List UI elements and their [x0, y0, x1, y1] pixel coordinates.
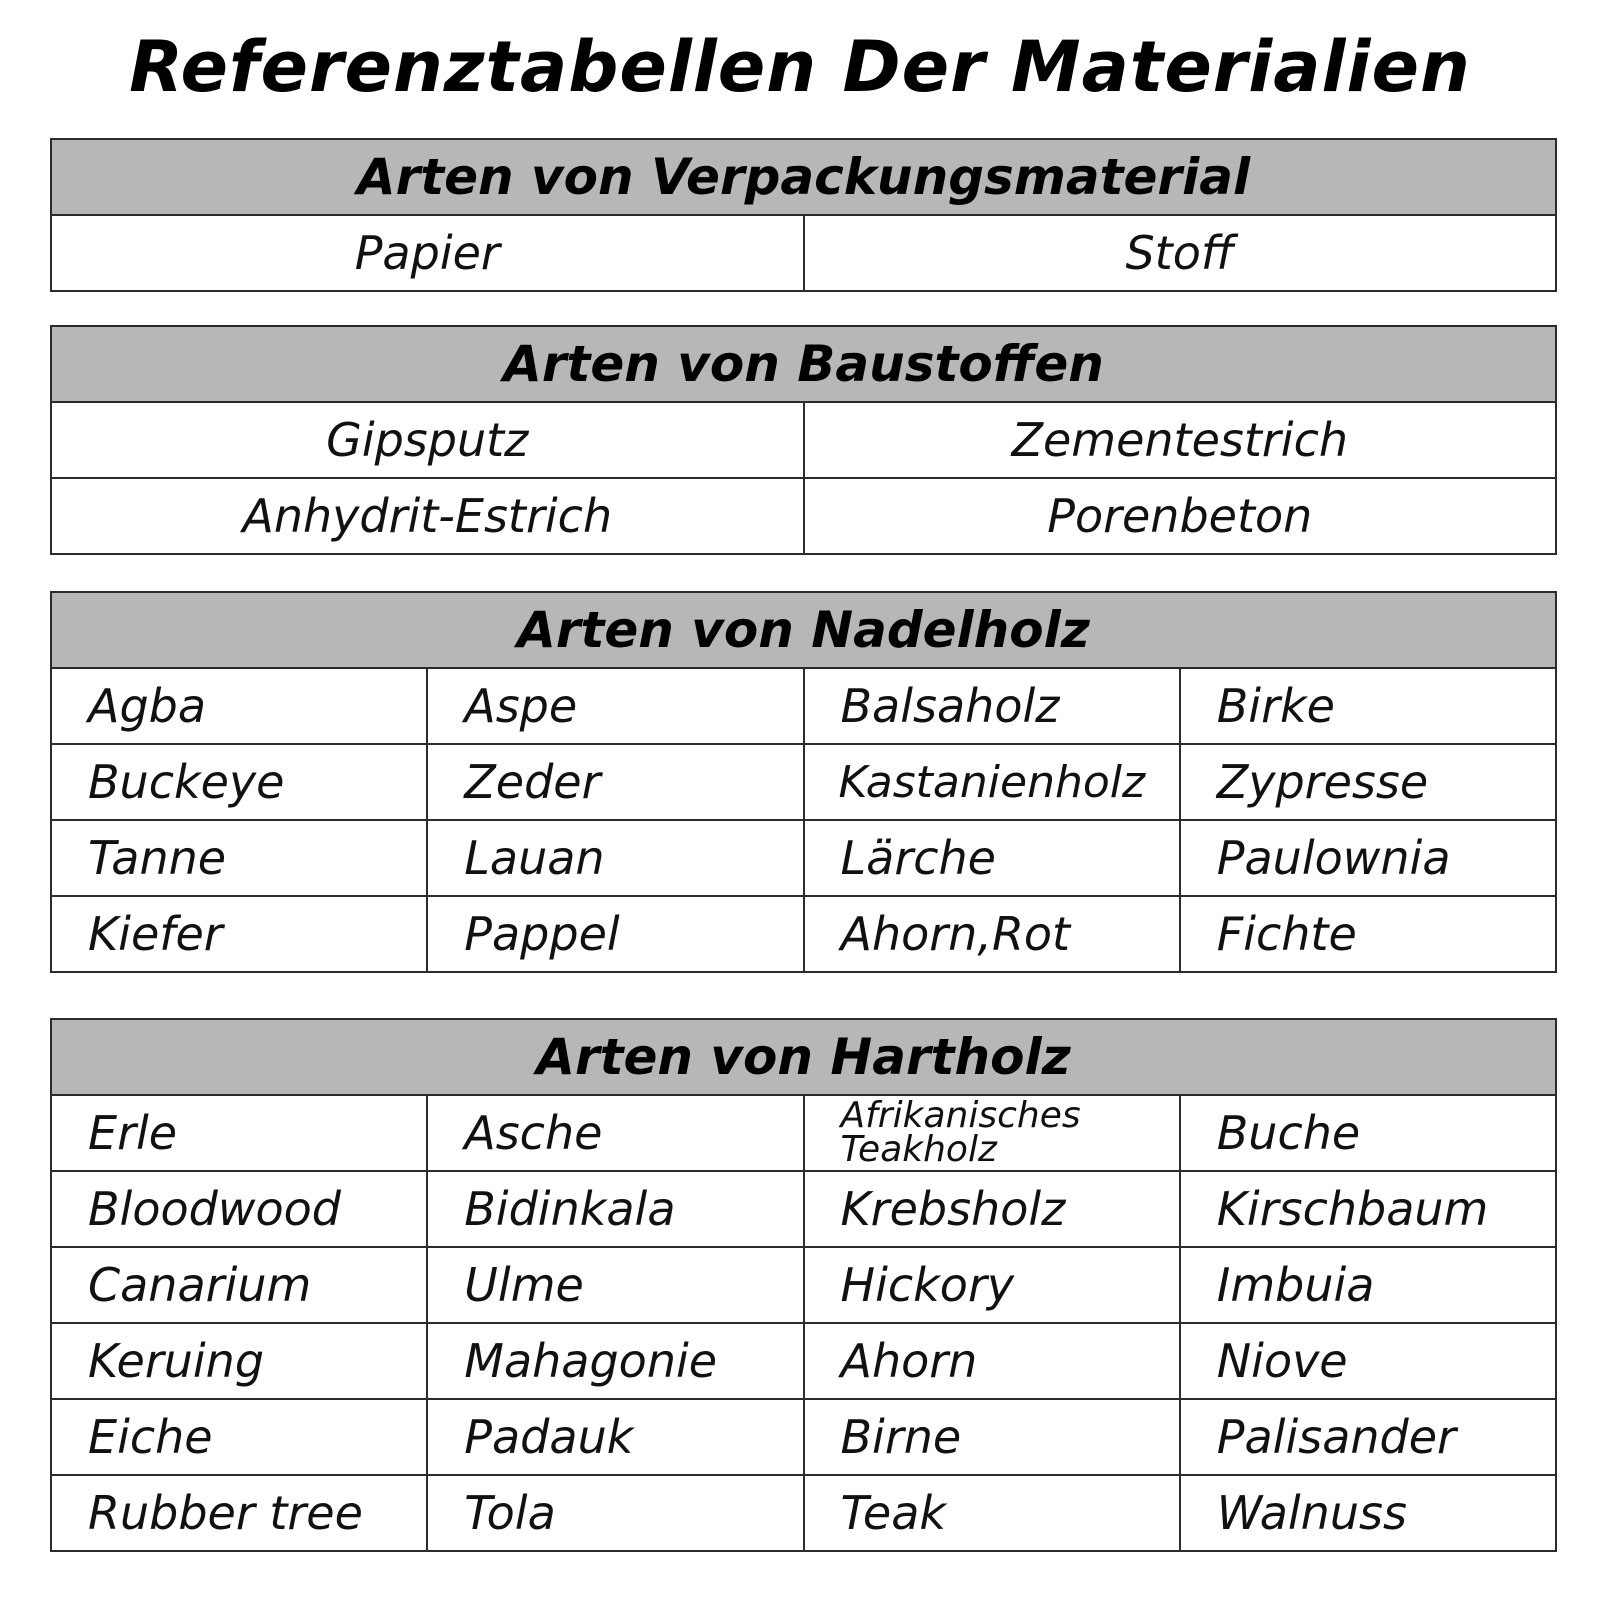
table-cell: Imbuia	[1180, 1247, 1556, 1323]
table-cell: Buche	[1180, 1095, 1556, 1171]
table-cell: Aspe	[427, 668, 803, 744]
table-row	[51, 1475, 1556, 1551]
building-materials-heading: Arten von Baustoffen	[51, 326, 1556, 402]
table-row	[51, 668, 1556, 744]
table-cell: Stoff	[804, 215, 1557, 291]
packaging-materials-table	[50, 138, 1557, 292]
packaging-materials-heading: Arten von Verpackungsmaterial	[51, 139, 1556, 215]
table-cell: Asche	[427, 1095, 803, 1171]
table-cell: Canarium	[51, 1247, 427, 1323]
table-row	[51, 478, 1556, 554]
softwood-table	[50, 591, 1557, 973]
table-cell: Bloodwood	[51, 1171, 427, 1247]
table-cell: Tanne	[51, 820, 427, 896]
table-cell: Birne	[804, 1399, 1180, 1475]
table-cell: Paulownia	[1180, 820, 1556, 896]
table-cell: Keruing	[51, 1323, 427, 1399]
table-cell: Eiche	[51, 1399, 427, 1475]
table-cell: Ahorn	[804, 1323, 1180, 1399]
table-row	[51, 1399, 1556, 1475]
table-cell: Palisander	[1180, 1399, 1556, 1475]
table-cell: Zementestrich	[804, 402, 1557, 478]
table-cell: Kiefer	[51, 896, 427, 972]
building-materials-table	[50, 325, 1557, 555]
table-row	[51, 1323, 1556, 1399]
table-cell: Zeder	[427, 744, 803, 820]
softwood-heading: Arten von Nadelholz	[51, 592, 1556, 668]
table-row	[51, 215, 1556, 291]
table-cell: Ahorn,Rot	[804, 896, 1180, 972]
table-cell: Papier	[51, 215, 804, 291]
table-cell: Bidinkala	[427, 1171, 803, 1247]
table-cell: Balsaholz	[804, 668, 1180, 744]
table-row	[51, 1171, 1556, 1247]
table-cell: Ulme	[427, 1247, 803, 1323]
table-cell: Birke	[1180, 668, 1556, 744]
table-cell: Agba	[51, 668, 427, 744]
table-cell: Anhydrit-Estrich	[51, 478, 804, 554]
table-cell: Lauan	[427, 820, 803, 896]
table-row	[51, 1247, 1556, 1323]
table-cell: Afrikanisches Teakholz	[804, 1095, 1180, 1171]
table-cell: Rubber tree	[51, 1475, 427, 1551]
table-row	[51, 402, 1556, 478]
table-cell: Tola	[427, 1475, 803, 1551]
table-cell: Krebsholz	[804, 1171, 1180, 1247]
table-row	[51, 896, 1556, 972]
table-cell: Gipsputz	[51, 402, 804, 478]
table-row	[51, 1095, 1556, 1171]
table-cell: Teak	[804, 1475, 1180, 1551]
table-row	[51, 820, 1556, 896]
table-cell: Lärche	[804, 820, 1180, 896]
table-cell: Fichte	[1180, 896, 1556, 972]
table-cell: Erle	[51, 1095, 427, 1171]
table-cell: Kastanienholz	[804, 744, 1180, 820]
table-cell: Pappel	[427, 896, 803, 972]
table-cell: Zypresse	[1180, 744, 1556, 820]
hardwood-table	[50, 1018, 1557, 1552]
table-cell: Hickory	[804, 1247, 1180, 1323]
table-cell: Padauk	[427, 1399, 803, 1475]
table-cell: Niove	[1180, 1323, 1556, 1399]
table-cell: Porenbeton	[804, 478, 1557, 554]
table-cell: Kirschbaum	[1180, 1171, 1556, 1247]
hardwood-heading: Arten von Hartholz	[51, 1019, 1556, 1095]
page-title: Referenztabellen Der Materialien	[129, 26, 1471, 108]
table-row	[51, 744, 1556, 820]
table-cell: Mahagonie	[427, 1323, 803, 1399]
table-cell: Buckeye	[51, 744, 427, 820]
table-cell: Walnuss	[1180, 1475, 1556, 1551]
